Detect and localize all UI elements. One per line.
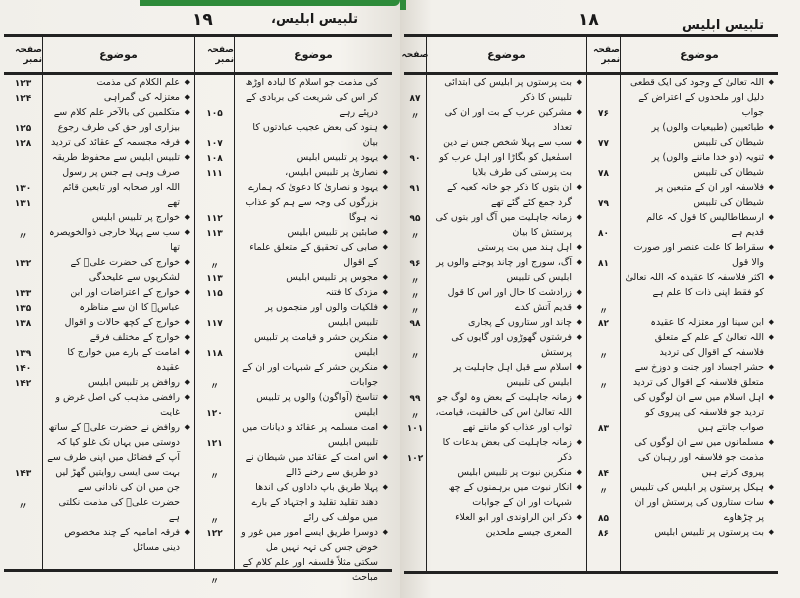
toc-entry bbox=[235, 300, 392, 330]
toc-entry-text: یہود پر تلبیس ابلیس bbox=[296, 152, 378, 163]
toc-entry-text: خوارج کے کچھ حالات و اقوال bbox=[64, 317, 180, 328]
toc-page-number: ۱۱۱ bbox=[206, 169, 223, 179]
toc-page-number: ۱۲۲ bbox=[206, 529, 223, 539]
toc-entry-text: فرقہ مجسمہ کے عقائد کی تردید bbox=[50, 137, 180, 148]
toc-page-number: ۷۶ bbox=[598, 109, 609, 119]
topic-header: موضوع bbox=[235, 37, 392, 75]
bullet-icon: ◆ bbox=[576, 183, 582, 191]
topic-header: موضوع bbox=[621, 37, 778, 75]
toc-entry bbox=[621, 330, 778, 360]
bullet-icon: ◆ bbox=[184, 378, 190, 386]
bullet-icon: ◆ bbox=[382, 453, 388, 461]
toc-entry bbox=[235, 360, 392, 390]
toc-page-number: ۱۴۰ bbox=[14, 364, 32, 374]
toc-entry-text: فلاسفہ اور ان کے متبعین پر شیطان کی تلبیس bbox=[655, 182, 764, 208]
toc-page-number: ۱۰۲ bbox=[406, 454, 424, 464]
bullet-icon: ◆ bbox=[768, 483, 774, 491]
toc-page-number: ۱۰۷ bbox=[206, 139, 223, 149]
toc-entry bbox=[427, 240, 586, 255]
toc-entry bbox=[235, 480, 392, 525]
page-column-right bbox=[194, 37, 234, 587]
bullet-icon: ◆ bbox=[382, 528, 388, 536]
toc-entry bbox=[427, 330, 586, 360]
toc-entry bbox=[43, 150, 194, 210]
toc-entry-text: خوارج کے مختلف فرقے bbox=[89, 332, 180, 343]
toc-entry bbox=[427, 255, 586, 285]
running-title: تلبیس ابلیس، bbox=[271, 12, 358, 27]
toc-entry-text: زمانہ جاہلیت کی بعض بدعات کا ذکر bbox=[442, 437, 572, 463]
toc-entry-text: خوارج کی حضرت علیؓ کے لشکریوں سے علیحدگی bbox=[70, 257, 180, 283]
toc-entry-text: اہل اسلام میں سے ان لوگوں کی تردید جو فلاسفہ کی پیروی کو صواب جانتے ہیں bbox=[633, 392, 764, 433]
bullet-icon: ◆ bbox=[382, 153, 388, 161]
topic-header: موضوع bbox=[43, 37, 194, 75]
toc-page-number: ۸۱ bbox=[598, 259, 609, 269]
toc-entry-text: صابئین پر تلبیس ابلیس bbox=[287, 227, 378, 238]
toc-entry bbox=[235, 285, 392, 300]
toc-page-number: ۱۲۳ bbox=[14, 79, 32, 89]
toc-page-number: ۱۱۳ bbox=[206, 229, 223, 239]
toc-entry bbox=[235, 525, 392, 585]
toc-entry bbox=[621, 435, 778, 480]
topic-list bbox=[235, 75, 392, 585]
toc-entry-text: آگ، سورج اور چاند پوجنے والوں پر ابلیس کی تلبیس bbox=[436, 257, 572, 283]
toc-entry bbox=[235, 420, 392, 450]
bullet-icon: ◆ bbox=[184, 393, 190, 401]
toc-entry-text: رافضی مذہب کی اصل غرض و غایت bbox=[55, 392, 180, 418]
toc-entry bbox=[235, 165, 392, 180]
toc-page-number: ۱۲۱ bbox=[206, 439, 223, 449]
toc-entry-text: فلکیات والوں اور منجموں پر تلبیس ابلیس bbox=[265, 302, 378, 328]
toc-entry bbox=[427, 480, 586, 510]
bullet-icon: ◆ bbox=[382, 303, 388, 311]
topic-list bbox=[427, 75, 586, 540]
toc-entry-text: روافض پر تلبیس ابلیس bbox=[88, 377, 180, 388]
toc-entry-text: علم الکلام کی مذمت bbox=[96, 77, 180, 88]
toc-entry bbox=[621, 270, 778, 315]
toc-page-number: ۹۸ bbox=[409, 319, 421, 329]
toc-entry bbox=[427, 180, 586, 210]
bullet-icon: ◆ bbox=[768, 78, 774, 86]
toc-page-number: ۱۴۲ bbox=[14, 379, 32, 389]
toc-page-number: ۱۱۷ bbox=[206, 319, 223, 329]
bullet-icon: ◆ bbox=[768, 333, 774, 341]
page-number: ۱۸ bbox=[578, 10, 599, 30]
toc-entry-text: ہنود کی بعض عجیب عبادتوں کا بیان bbox=[252, 122, 378, 148]
toc-page-number: ۱۳۱ bbox=[14, 199, 32, 209]
page-header bbox=[0, 8, 400, 32]
toc-entry-text: زمانہ جاہلیت میں آگ اور بتوں کی پرستش کا بیان bbox=[435, 212, 572, 238]
bullet-icon: ◆ bbox=[184, 213, 190, 221]
page-header bbox=[400, 8, 800, 32]
toc-entry-text: اللہ تعالیٰ کے علم کے متعلق فلاسفہ کے اقوال کی تردید bbox=[654, 332, 764, 358]
topic-list bbox=[621, 75, 778, 540]
toc-entry-text: سب سے پہلا خارجی ذوالخویصرہ تھا bbox=[48, 227, 180, 253]
bullet-icon: ◆ bbox=[184, 153, 190, 161]
toc-page-number: ۹۹ bbox=[409, 394, 421, 404]
toc-page-number: ۱۳۰ bbox=[14, 184, 32, 194]
toc-entry bbox=[621, 315, 778, 330]
toc-entry-text: مشرکین عرب کے بت اور ان کی تعداد bbox=[444, 107, 572, 133]
toc-entry bbox=[621, 240, 778, 270]
toc-entry-text: روافض نے حضرت علیؓ کے ساتھ دوستی میں یہاں تک غلو کیا کہ آپ کے فضائل میں اپنی طرف سے بہت سی ایسی روایتیں گھڑ لیں جن میں ان کی نادانی سے حضرت علیؓ کی مذمت نکلتی ہے bbox=[47, 422, 180, 523]
toc-entry-text: امامت کے بارے میں خوارج کا عقیدہ bbox=[67, 347, 180, 373]
toc-entry bbox=[235, 180, 392, 225]
toc-entry-text: فرشتوں گھوڑوں اور گایوں کی پرستش bbox=[451, 332, 572, 358]
toc-entry-text: ان بتوں کا ذکر جو خانہ کعبہ کے گرد جمع کئے گئے تھے bbox=[447, 182, 572, 208]
toc-entry bbox=[621, 210, 778, 240]
bullet-icon: ◆ bbox=[576, 258, 582, 266]
toc-entry-text: منکرین نبوت پر تلبیس ابلیس bbox=[457, 467, 572, 478]
toc-entry bbox=[235, 240, 392, 270]
toc-table bbox=[4, 34, 392, 587]
toc-entry-text: طبائعیین (طبیعیات والوں) پر شیطان کی تلبیس bbox=[651, 122, 764, 148]
bullet-icon: ◆ bbox=[382, 483, 388, 491]
toc-entry bbox=[235, 450, 392, 480]
bullet-icon: ◆ bbox=[768, 123, 774, 131]
toc-page-number: ۸۵ bbox=[598, 514, 609, 524]
toc-entry bbox=[621, 495, 778, 525]
bullet-icon: ◆ bbox=[184, 78, 190, 86]
toc-entry-text: خوارج کے اعتراضات اور ابن عباسؓ کا ان سے مناظرہ bbox=[70, 287, 180, 313]
toc-page-number: ۸۰ bbox=[598, 229, 609, 239]
toc-page-number: ۱۲۴ bbox=[14, 94, 32, 104]
toc-page-number: 〃 bbox=[209, 577, 219, 587]
bullet-icon: ◆ bbox=[768, 318, 774, 326]
toc-entry bbox=[43, 315, 194, 330]
bullet-icon: ◆ bbox=[184, 348, 190, 356]
page-column-left bbox=[4, 37, 42, 569]
toc-entry-text: زمانہ جاہلیت کے بعض وہ لوگ جو اللہ تعالیٰ اس کی خالقیت، قیامت، ثواب اور عذاب کو مانتے تھے bbox=[435, 392, 572, 433]
toc-page-number: ۱۳۸ bbox=[14, 319, 32, 329]
bullet-icon: ◆ bbox=[576, 333, 582, 341]
toc-page-number: 〃 bbox=[209, 472, 219, 482]
toc-page-number: ۱۱۵ bbox=[206, 289, 223, 299]
page-number: ۱۹ bbox=[192, 10, 213, 30]
toc-page-number: ۱۳۵ bbox=[14, 304, 32, 314]
toc-page-number: 〃 bbox=[410, 232, 420, 242]
toc-page-number: ۱۲۵ bbox=[14, 124, 32, 134]
cover-edge bbox=[140, 0, 400, 6]
toc-entry bbox=[235, 390, 392, 420]
bullet-icon: ◆ bbox=[184, 528, 190, 536]
toc-page-number: ۹۰ bbox=[409, 154, 421, 164]
bullet-icon: ◆ bbox=[576, 393, 582, 401]
toc-page-number: ۱۳۹ bbox=[14, 349, 32, 359]
toc-entry bbox=[427, 465, 586, 480]
toc-entry bbox=[235, 120, 392, 150]
toc-entry-text: دوسرا طریق ایسے امور میں غور و خوض جس کی تہہ نہیں مل سکتی مثلاً فلسفہ اور علم کلام کے مباحث bbox=[241, 527, 378, 583]
page-header: صفحہ نمبر bbox=[195, 37, 234, 75]
toc-page-number: ۸۳ bbox=[598, 424, 609, 434]
toc-entry-text: صابی کی تحقیق کے متعلق علماء کے اقوال bbox=[249, 242, 378, 268]
toc-entry-text: تلبیس ابلیس سے محفوظ طریقہ صرف وہی ہے جس پر رسول اللہ اور صحابہ اور تابعین قائم تھے bbox=[51, 152, 180, 208]
bullet-icon: ◆ bbox=[576, 138, 582, 146]
bullet-icon: ◆ bbox=[768, 183, 774, 191]
toc-entry-text: بت پرستوں پر تلبیس ابلیس bbox=[654, 527, 764, 538]
toc-entry bbox=[43, 105, 194, 135]
bullet-icon: ◆ bbox=[382, 288, 388, 296]
toc-page-number: 〃 bbox=[598, 487, 608, 497]
toc-page-number: 〃 bbox=[18, 502, 28, 512]
toc-page-number: 〃 bbox=[410, 307, 420, 317]
toc-page-number: ۸۴ bbox=[598, 469, 609, 479]
toc-entry bbox=[43, 420, 194, 525]
right-page bbox=[400, 0, 800, 598]
toc-entry bbox=[621, 150, 778, 180]
toc-entry bbox=[43, 525, 194, 555]
toc-entry bbox=[621, 390, 778, 435]
bullet-icon: ◆ bbox=[768, 498, 774, 506]
toc-entry-text: ابن سینا اور معتزلہ کا عقیدہ bbox=[650, 317, 764, 328]
toc-page-number: 〃 bbox=[410, 292, 420, 302]
toc-entry bbox=[427, 75, 586, 105]
toc-entry-text: اکثر فلاسفہ کا عقیدہ کہ اللہ تعالیٰ کو فقط اپنی ذات کا علم ہے bbox=[625, 272, 764, 298]
toc-entry bbox=[427, 210, 586, 240]
toc-entry bbox=[427, 435, 586, 465]
bullet-icon: ◆ bbox=[184, 318, 190, 326]
toc-entry-text: مجوس پر تلبیس ابلیس bbox=[286, 272, 378, 283]
toc-page-number: ۹۵ bbox=[409, 214, 421, 224]
topic-column-left bbox=[42, 37, 194, 569]
toc-entry-text: امت مسلمہ پر عقائد و دیانات میں تلبیس ابلیس bbox=[242, 422, 378, 448]
bullet-icon: ◆ bbox=[382, 333, 388, 341]
toc-page-number: 〃 bbox=[598, 382, 608, 392]
toc-entry bbox=[621, 480, 778, 495]
bullet-icon: ◆ bbox=[768, 528, 774, 536]
toc-page-number: ۱۳۳ bbox=[14, 289, 32, 299]
toc-entry-text: چاند اور ستاروں کے پجاری bbox=[468, 317, 572, 328]
toc-entry bbox=[235, 225, 392, 240]
toc-entry-text: زرادشت کا حال اور اس کا قول bbox=[447, 287, 572, 298]
toc-page-number: 〃 bbox=[209, 382, 219, 392]
toc-page-number: ۹۶ bbox=[409, 259, 421, 269]
toc-entry-text: منکرین حشر کے شبہات اور ان کے جوابات bbox=[242, 362, 378, 388]
bullet-icon: ◆ bbox=[576, 288, 582, 296]
topic-header: موضوع bbox=[427, 37, 586, 75]
toc-entry bbox=[43, 375, 194, 390]
toc-table bbox=[401, 34, 778, 574]
bullet-icon: ◆ bbox=[184, 423, 190, 431]
toc-entry bbox=[427, 300, 586, 315]
toc-page-number: ۸۲ bbox=[598, 319, 609, 329]
bullet-icon: ◆ bbox=[576, 468, 582, 476]
bullet-icon: ◆ bbox=[184, 288, 190, 296]
toc-entry bbox=[43, 135, 194, 150]
toc-entry-text: متکلمین کی بالآخر علم کلام سے بیزاری اور حق کی طرف رجوع bbox=[53, 107, 180, 133]
bullet-icon: ◆ bbox=[382, 363, 388, 371]
page-header: صفحہ نمبر bbox=[4, 37, 42, 75]
bullet-icon: ◆ bbox=[576, 78, 582, 86]
toc-entry bbox=[621, 75, 778, 120]
toc-entry-text: سب سے پہلا شخص جس نے دین اسمٰعیل کو بگاڑا اور اہل عرب کو بت پرستی کی طرف بلایا bbox=[439, 137, 572, 178]
toc-entry bbox=[43, 210, 194, 225]
toc-entry bbox=[43, 345, 194, 375]
bullet-icon: ◆ bbox=[382, 228, 388, 236]
toc-entry-text: سات ستاروں کی پرستش اور ان پر چڑھاوے bbox=[634, 497, 764, 523]
toc-page-number: ۱۴۳ bbox=[14, 469, 32, 479]
bullet-icon: ◆ bbox=[382, 183, 388, 191]
toc-entry-text: بت پرستوں پر ابلیس کی ابتدائی تلبیس کا ذکر bbox=[444, 77, 572, 103]
bullet-icon: ◆ bbox=[382, 168, 388, 176]
toc-entry-text: ہیکل پرستوں پر ابلیس کی تلبیس bbox=[630, 482, 764, 493]
toc-entry-text: معتزلہ کی گمراہی bbox=[103, 92, 180, 103]
toc-entry-text: ذکر ابن الراوندی اور ابو العلاء المعری جیسے ملحدین bbox=[455, 512, 572, 538]
toc-entry bbox=[43, 255, 194, 285]
toc-entry-text: ثنویہ (دو خدا ماننے والوں) پر شیطان کی تلبیس bbox=[651, 152, 764, 178]
bullet-icon: ◆ bbox=[382, 273, 388, 281]
toc-page-number: ۱۲۸ bbox=[14, 139, 32, 149]
toc-page-number: ۱۲۰ bbox=[206, 409, 223, 419]
toc-entry-text: منکرین حشر و قیامت پر تلبیس ابلیس bbox=[254, 332, 378, 358]
toc-entry bbox=[427, 360, 586, 390]
bullet-icon: ◆ bbox=[576, 318, 582, 326]
toc-entry-text: سقراط کا علت عنصر اور صورت والا قول bbox=[633, 242, 764, 268]
bullet-icon: ◆ bbox=[382, 393, 388, 401]
topic-column-left bbox=[426, 37, 586, 571]
toc-entry bbox=[621, 525, 778, 540]
toc-page-number: 〃 bbox=[209, 517, 219, 527]
toc-entry bbox=[427, 135, 586, 180]
bullet-icon: ◆ bbox=[768, 153, 774, 161]
toc-entry bbox=[43, 90, 194, 105]
bullet-icon: ◆ bbox=[576, 303, 582, 311]
toc-page-number: 〃 bbox=[209, 262, 219, 272]
bullet-icon: ◆ bbox=[576, 213, 582, 221]
toc-entry-text: نصاریٰ پر تلبیس ابلیس، bbox=[285, 167, 378, 178]
page-column-right bbox=[586, 37, 620, 571]
toc-page-number: ۹۱ bbox=[409, 184, 421, 194]
toc-entry bbox=[235, 330, 392, 360]
bullet-icon: ◆ bbox=[576, 438, 582, 446]
toc-page-number: ۱۰۵ bbox=[206, 109, 223, 119]
bullet-icon: ◆ bbox=[768, 213, 774, 221]
toc-page-number: ۷۹ bbox=[598, 199, 609, 209]
toc-page-number: 〃 bbox=[598, 352, 608, 362]
toc-entry-text: یہود و نصاریٰ کا دعویٰ کہ ہمارے بزرگوں کی وجہ سے ہم کو عذاب نہ ہوگا bbox=[245, 182, 378, 223]
page-column-left bbox=[401, 37, 429, 571]
toc-entry bbox=[427, 105, 586, 135]
bullet-icon: ◆ bbox=[184, 333, 190, 341]
toc-entry bbox=[235, 150, 392, 165]
topic-column-right bbox=[234, 37, 392, 583]
toc-entry bbox=[427, 285, 586, 300]
topic-list bbox=[43, 75, 194, 555]
topic-column-right bbox=[620, 37, 778, 571]
toc-page-number: ۷۸ bbox=[598, 169, 609, 179]
page-header: صفحہ bbox=[404, 37, 426, 75]
toc-entry-text: انکار نبوت میں برہمنوں کے چھ شبہات اور ان کے جوابات bbox=[448, 482, 572, 508]
toc-entry bbox=[427, 315, 586, 330]
toc-entry bbox=[43, 390, 194, 420]
toc-page-number: 〃 bbox=[18, 232, 28, 242]
toc-entry-text: تناسخ (آواگون) والوں پر تلبیس ابلیس bbox=[256, 392, 378, 418]
toc-entry-text: اسلام سے قبل اہل جاہلیت پر ابلیس کی تلبیس bbox=[453, 362, 572, 388]
toc-page-number: ۸۶ bbox=[598, 529, 609, 539]
toc-page-number: 〃 bbox=[410, 412, 420, 422]
bullet-icon: ◆ bbox=[768, 243, 774, 251]
toc-entry-text: مزدک کا فتنہ bbox=[325, 287, 378, 298]
bullet-icon: ◆ bbox=[576, 243, 582, 251]
running-title: تلبیس ابلیس bbox=[681, 18, 764, 33]
toc-page-number: 〃 bbox=[410, 352, 420, 362]
toc-entry bbox=[621, 180, 778, 210]
bullet-icon: ◆ bbox=[768, 363, 774, 371]
bullet-icon: ◆ bbox=[768, 393, 774, 401]
toc-page-number: ۱۰۱ bbox=[406, 424, 424, 434]
toc-page-number: ۱۳۲ bbox=[14, 259, 32, 269]
toc-entry-text: خوارج پر تلبیس ابلیس bbox=[91, 212, 180, 223]
bullet-icon: ◆ bbox=[576, 108, 582, 116]
toc-entry-text: مسلمانوں میں سے ان لوگوں کی مذمت جو فلاسفہ اور رہبان کی پیروی کرتے ہیں bbox=[634, 437, 764, 478]
toc-entry-text: قدیم آتش کدے bbox=[514, 302, 572, 313]
bullet-icon: ◆ bbox=[184, 258, 190, 266]
toc-entry-text: کی مذمت جو اسلام کا لبادہ اوڑھ کر اس کی شریعت کی بربادی کے درپئے رہے bbox=[245, 77, 378, 118]
toc-entry bbox=[43, 330, 194, 345]
toc-entry bbox=[235, 75, 392, 120]
toc-entry-text: اہل ہند میں بت پرستی bbox=[477, 242, 572, 253]
bullet-icon: ◆ bbox=[382, 243, 388, 251]
toc-page-number: ۱۱۳ bbox=[206, 274, 223, 284]
bullet-icon: ◆ bbox=[768, 273, 774, 281]
bullet-icon: ◆ bbox=[382, 423, 388, 431]
toc-page-number: 〃 bbox=[598, 307, 608, 317]
toc-page-number: 〃 bbox=[410, 277, 420, 287]
toc-entry-text: پہلا طریق باپ داداوں کی اندھا دھند تقلید تقلید و اجتہاد کے بارے میں مولف کی رائے bbox=[251, 482, 378, 523]
toc-entry-text: ارسطاطالیس کا قول کہ عالم قدیم ہے bbox=[646, 212, 764, 238]
page-header: صفحہ نمبر bbox=[587, 37, 620, 75]
bullet-icon: ◆ bbox=[768, 438, 774, 446]
toc-entry bbox=[621, 360, 778, 390]
bullet-icon: ◆ bbox=[184, 228, 190, 236]
bullet-icon: ◆ bbox=[576, 363, 582, 371]
toc-page-number: ۷۷ bbox=[598, 139, 609, 149]
toc-page-number: ۱۱۲ bbox=[206, 214, 223, 224]
toc-page-number: 〃 bbox=[410, 112, 420, 122]
bullet-icon: ◆ bbox=[576, 513, 582, 521]
toc-entry bbox=[621, 120, 778, 150]
bullet-icon: ◆ bbox=[576, 483, 582, 491]
toc-page-number: ۸۷ bbox=[409, 94, 421, 104]
toc-entry bbox=[235, 270, 392, 285]
toc-entry-text: حشر اجساد اور جنت و دوزخ سے متعلق فلاسفہ کے اقوال کی تردید bbox=[632, 362, 764, 388]
toc-entry bbox=[427, 390, 586, 435]
toc-page-number: ۱۱۸ bbox=[206, 349, 223, 359]
toc-entry-text: اس امت کے عقائد میں شیطان نے دو طریق سے رخنے ڈالے bbox=[245, 452, 378, 478]
bullet-icon: ◆ bbox=[184, 138, 190, 146]
bullet-icon: ◆ bbox=[184, 108, 190, 116]
toc-entry-text: فرقہ امامیہ کے چند مخصوص دینی مسائل bbox=[64, 527, 180, 553]
bullet-icon: ◆ bbox=[382, 123, 388, 131]
toc-entry bbox=[43, 225, 194, 255]
toc-entry bbox=[43, 75, 194, 90]
bullet-icon: ◆ bbox=[184, 93, 190, 101]
toc-page-number: ۱۰۸ bbox=[206, 154, 223, 164]
toc-entry-text: اللہ تعالیٰ کے وجود کی ایک قطعی دلیل اور ملحدوں کے اعتراض کے جواب bbox=[629, 77, 764, 118]
toc-entry bbox=[43, 285, 194, 315]
toc-entry bbox=[427, 510, 586, 540]
